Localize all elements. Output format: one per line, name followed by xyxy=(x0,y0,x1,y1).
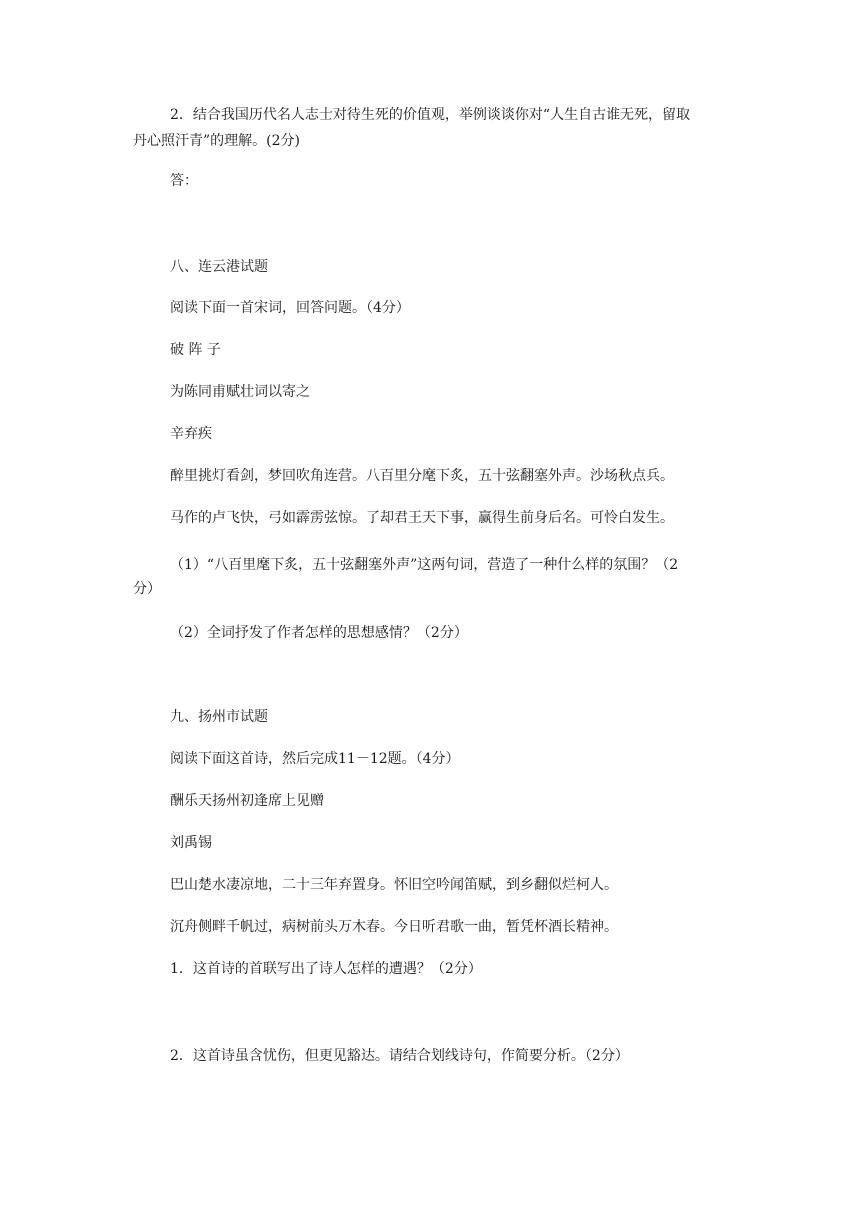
section-8-poem-line-2: 马作的卢飞快，弓如霹雳弦惊。了却君王天下事，赢得生前身后名。可怜白发生。 xyxy=(170,510,674,526)
section-9-question-2: 2．这首诗虽含忧伤，但更见豁达。请结合划线诗句，作简要分析。（2分） xyxy=(170,1048,629,1064)
section-9-instruction: 阅读下面这首诗，然后完成11－12题。（4分） xyxy=(170,751,460,767)
section-8-instruction: 阅读下面一首宋词，回答问题。（4分） xyxy=(170,300,410,316)
section-8-poem-author: 辛弃疾 xyxy=(170,426,212,442)
section-8-poem-title: 破 阵 子 xyxy=(170,342,221,358)
section-8-question-1-line-1: （1）“八百里麾下炙，五十弦翻塞外声”这两句词，营造了一种什么样的氛围？（2 xyxy=(170,557,679,573)
section-8-question-1-line-2: 分） xyxy=(133,581,161,597)
section-9-poem-line-1: 巴山楚水凄凉地，二十三年弃置身。怀旧空吟闻笛赋，到乡翻似烂柯人。 xyxy=(170,877,618,893)
section-9-poem-title: 酬乐天扬州初逢席上见赠 xyxy=(170,793,324,809)
section-8-poem-line-1: 醉里挑灯看剑，梦回吹角连营。八百里分麾下炙，五十弦翻塞外声。沙场秋点兵。 xyxy=(170,468,674,484)
section-9-question-1: 1．这首诗的首联写出了诗人怎样的遭遇？（2分） xyxy=(170,961,482,977)
section-8-question-2: （2）全词抒发了作者怎样的思想感情？（2分） xyxy=(170,625,468,641)
section-9-poem-author: 刘禹锡 xyxy=(170,835,212,851)
answer-label: 答： xyxy=(170,173,198,189)
prev-question-2-line-2: 丹心照汗青”的理解。(2分) xyxy=(133,133,300,149)
section-8-poem-subtitle: 为陈同甫赋壮词以寄之 xyxy=(170,384,310,400)
section-9-heading: 九、扬州市试题 xyxy=(170,709,268,725)
section-8-heading: 八、连云港试题 xyxy=(170,259,268,275)
section-9-poem-line-2: 沉舟侧畔千帆过，病树前头万木春。今日听君歌一曲，暂凭杯酒长精神。 xyxy=(170,919,618,935)
prev-question-2-line-1: 2．结合我国历代名人志士对待生死的价值观，举例谈谈你对“人生自古谁无死，留取 xyxy=(170,107,691,123)
